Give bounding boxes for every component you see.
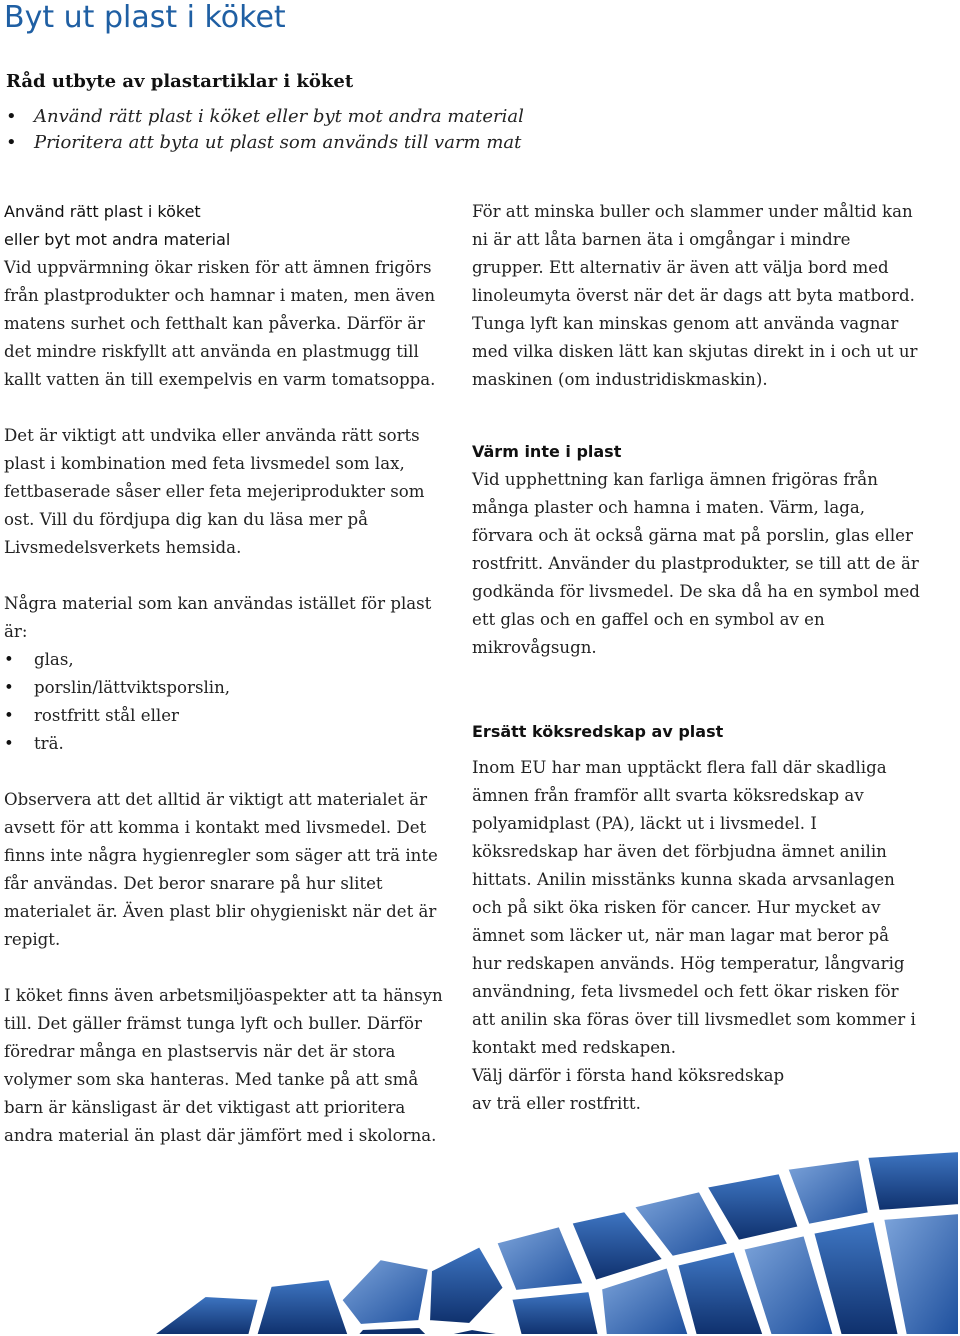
paragraph: Inom EU har man upptäckt flera fall där skadliga ämnen från framför allt svarta köksredskap av polyamidplast (PA), läckt ut i livsmedel. I köksredskap har även det förbjudna ämnet anilin hittats. Anilin misstänks kunna skada arvsanlagen och på sikt öka risken för cancer. Hur mycket av ämnet som läcker ut, när man lagar mat beror på hur redskapen används. Hög temperatur, långvarig användning, feta livsmedel och fett ökar risken för att anilin ska föras över till livsmedlet som kommer i kontakt med redskapen. (472, 758, 916, 1057)
mosaic-tile (150, 1295, 260, 1336)
material-item: • rostfritt stål eller (4, 702, 452, 730)
mosaic-tile (255, 1278, 350, 1336)
page-title: Byt ut plast i köket (4, 0, 286, 35)
paragraph: Några material som kan användas istället för plast är: (4, 594, 432, 641)
materials-list (4, 646, 452, 758)
mosaic-tile (435, 1328, 520, 1336)
mosaic-tile (495, 1225, 585, 1292)
intro-bullet-list (6, 104, 566, 156)
subtitle: Råd utbyte av plastartiklar i köket (6, 71, 354, 92)
material-item: • porslin/lättviktsporslin, (4, 674, 452, 702)
material-item: • trä. (4, 730, 452, 758)
mosaic-tile (510, 1290, 600, 1336)
mosaic-tile (340, 1258, 430, 1326)
section-heading: Värm inte i plast (472, 442, 622, 461)
paragraph: Observera att det alltid är viktigt att materialet är avsett för att komma i kontakt med livsmedel. Det finns inte några hygienregler som säger att trä inte får användas. Det beror snarare på hur slitet materialet är. Även plast blir ohygieniskt när det är repigt. (4, 790, 438, 949)
mosaic-tile (355, 1326, 430, 1336)
intro-bullet: • Använd rätt plast i köket eller byt mot andra material (6, 104, 566, 130)
section-heading: Använd rätt plast i köket (4, 202, 201, 221)
material-item: • glas, (4, 646, 452, 674)
paragraph: Det är viktigt att undvika eller använda rätt sorts plast i kombination med feta livsmedel som lax, fettbaserade såser eller feta mejeriprodukter som ost. Vill du fördjupa dig kan du läsa mer på Livsmedelsverkets hemsida. (4, 426, 425, 557)
intro-bullet: • Prioritera att byta ut plast som används till varm mat (6, 130, 566, 156)
mosaic-tile (786, 1158, 870, 1226)
mosaic-tile (428, 1245, 505, 1325)
paragraph: Vid upphettning kan farliga ämnen frigöras från många plaster och hamna i maten. Värm, laga, förvara och ät också gärna mat på porslin, glas eller rostfritt. Använder du plastprodukter, se till att de är godkända för livsmedel. De ska då ha en symbol med ett glas och en gaffel och en symbol av en mikrovågsugn. (472, 470, 920, 657)
section-heading: Ersätt köksredskap av plast (472, 722, 724, 741)
paragraph: Välj därför i första hand köksredskap (472, 1066, 785, 1085)
right-column (472, 198, 920, 1118)
left-column (4, 198, 452, 1150)
paragraph: I köket finns även arbetsmiljöaspekter att ta hänsyn till. Det gäller främst tunga lyft och buller. Därför föredrar många en plastservis när det är stora volymer som ska hanteras. Med tanke på att små barn är känsligast är det viktigast att prioritera andra material än plast där jämfört med i skolorna. (4, 986, 443, 1145)
paragraph: För att minska buller och slammer under måltid kan ni är att låta barnen äta i omgångar i mindre grupper. Ett alternativ är även att välja bord med linoleumyta överst när det är dags att byta matbord. Tunga lyft kan minskas genom att använda vagnar med vilka disken lätt kan skjutas direkt in i och ut ur maskinen (om industridiskmaskin). (472, 202, 918, 389)
paragraph: Vid uppvärmning ökar risken för att ämnen frigörs från plastprodukter och hamnar i maten, men även matens surhet och fetthalt kan påverka. Därför är det mindre riskfyllt att använda en plastmugg till kallt vatten än till exempelvis en varm tomatsoppa. (4, 258, 436, 389)
mosaic-tile (866, 1150, 960, 1212)
paragraph: av trä eller rostfritt. (472, 1094, 641, 1113)
section-heading: eller byt mot andra material (4, 230, 231, 249)
decorative-mosaic (0, 1150, 960, 1336)
